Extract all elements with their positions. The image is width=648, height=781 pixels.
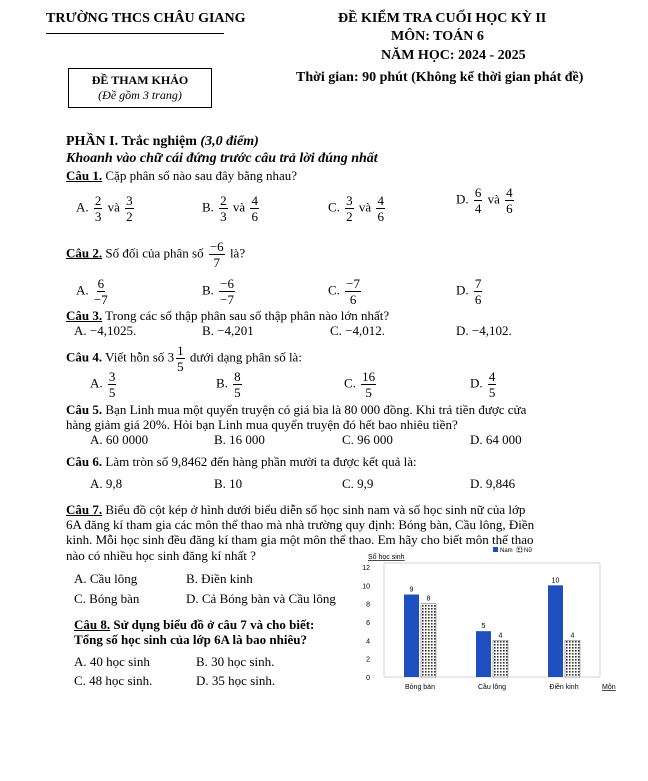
frac-den: 3 — [220, 209, 227, 224]
frac-num: 2 — [220, 193, 227, 208]
q7-option-d[interactable]: D. Cả Bóng bàn và Cầu lông — [186, 591, 336, 606]
q1-option-c[interactable] — [328, 194, 387, 223]
page-count: (Đề gồm 3 trang) — [98, 88, 182, 102]
option-letter: D. — [470, 375, 483, 391]
x-axis-label: Môn — [602, 684, 616, 691]
q3-label: Câu 3. — [66, 308, 103, 323]
q7-line1 — [66, 502, 525, 518]
bar-nu-2 — [565, 640, 580, 677]
q8-line2: Tổng số học sinh của lớp 6A là bao nhiêu? — [74, 632, 307, 647]
q5-text1: Bạn Linh mua một quyển truyện có giá bìa là 80 000 đồng. Khi trả tiền được cửa — [105, 402, 527, 417]
bar-nu-0 — [421, 604, 436, 677]
q8-option-b[interactable]: B. 30 học sinh. — [196, 654, 275, 669]
frac-num: 6 — [474, 185, 482, 200]
reference-box — [68, 68, 212, 108]
q3-option-c[interactable]: C. −4,012. — [330, 323, 386, 338]
frac-num: 1 — [177, 343, 184, 358]
frac-den: 6 — [251, 209, 258, 224]
q8-option-c[interactable]: C. 48 học sinh. — [74, 673, 153, 688]
frac-den: 6 — [474, 292, 482, 307]
q6-option-c[interactable]: C. 9,9 — [342, 476, 374, 491]
q4-option-a[interactable] — [90, 370, 118, 399]
x-tick-label: Điền kinh — [549, 684, 579, 691]
mixed-whole: 3 — [167, 349, 175, 365]
part1-points: (3,0 điểm) — [200, 134, 259, 149]
q2-label: Câu 2. — [66, 245, 103, 261]
frac-num: −6 — [220, 276, 235, 291]
frac-num: 3 — [126, 193, 133, 208]
q2-stem — [66, 240, 245, 269]
legend-label-nu: Nữ — [524, 548, 533, 554]
q1-option-a[interactable] — [76, 194, 136, 223]
data-label-nu-1: 4 — [498, 632, 503, 640]
q4-label: Câu 4. — [66, 349, 103, 365]
frac-den: 5 — [108, 385, 116, 400]
q5-option-c[interactable]: C. 96 000 — [342, 432, 393, 447]
q1-text: Cặp phân số nào sau đây bằng nhau? — [105, 168, 298, 183]
q8-text1: Sử dụng biểu đồ ở câu 7 và cho biết: — [113, 617, 315, 632]
option-letter: A. — [76, 199, 89, 215]
q6-option-d[interactable]: D. 9,846 — [470, 476, 516, 491]
legend-swatch-nam — [493, 547, 498, 552]
bar-nu-1 — [493, 640, 508, 677]
q2-option-a[interactable] — [76, 277, 110, 306]
y-tick-label: 2 — [366, 656, 370, 664]
q1-option-b[interactable] — [202, 194, 261, 223]
q8-option-d[interactable]: D. 35 học sinh. — [196, 673, 276, 688]
q2-text: Số đối của phân số — [105, 245, 204, 261]
and-word: và — [487, 191, 500, 207]
option-letter: A. — [76, 282, 89, 298]
frac-den: 2 — [346, 209, 353, 224]
q3-option-a[interactable]: A. −4,1025. — [74, 323, 137, 338]
frac-den: 7 — [213, 255, 221, 270]
q3-stem — [66, 308, 389, 324]
frac-den: 6 — [349, 292, 357, 307]
data-label-nu-2: 4 — [570, 632, 575, 640]
exam-title: ĐỀ KIỂM TRA CUỐI HỌC KỲ II — [338, 11, 547, 26]
option-letter: B. — [216, 375, 228, 391]
frac-num: 4 — [506, 185, 513, 200]
y-tick-label: 4 — [366, 638, 370, 646]
frac-den: 4 — [474, 201, 482, 216]
frac-num: −7 — [346, 276, 361, 291]
frac-num: −6 — [209, 239, 224, 254]
q1-stem — [66, 168, 297, 184]
q3-option-d[interactable]: D. −4,102. — [456, 323, 512, 338]
subject: MÔN: TOÁN 6 — [391, 29, 484, 44]
q6-text: Làm tròn số 9,8462 đến hàng phần mười ta được kết quả là: — [105, 454, 417, 469]
bar-chart — [350, 545, 620, 695]
data-label-nu-0: 8 — [426, 595, 431, 603]
frac-den: −7 — [93, 292, 108, 307]
q2-option-b[interactable] — [202, 277, 237, 306]
data-label-nam-0: 9 — [409, 586, 414, 594]
q1-label: Câu 1. — [66, 168, 103, 183]
x-tick-label: Cầu lông — [477, 684, 507, 691]
q5-label: Câu 5. — [66, 402, 103, 417]
part1-heading — [66, 134, 259, 150]
frac-den: 5 — [234, 385, 241, 400]
q6-label: Câu 6. — [66, 454, 103, 469]
q7-line3: kinh. Mỗi học sinh đều đăng kí tham gia một môn thể thao. Em hãy cho biết môn thể thao — [66, 532, 534, 547]
part1-instruction: Khoanh vào chữ cái đứng trước câu trả lời đúng nhất — [66, 151, 378, 166]
frac-den: 5 — [177, 359, 184, 374]
option-letter: B. — [202, 282, 214, 298]
q3-text: Trong các số thập phân sau số thập phân nào lớn nhất? — [105, 308, 390, 323]
q3-option-b[interactable]: B. −4,201 — [202, 323, 254, 338]
frac-num: 8 — [234, 369, 241, 384]
q5-line1 — [66, 402, 526, 418]
frac-num: 4 — [488, 369, 496, 384]
option-letter: A. — [90, 375, 103, 391]
q8-label: Câu 8. — [74, 617, 111, 632]
option-letter: B. — [202, 199, 214, 215]
y-tick-label: 8 — [366, 601, 370, 609]
option-letter: C. — [328, 282, 340, 298]
bar-nam-2 — [548, 585, 563, 677]
frac-den: 5 — [365, 385, 372, 400]
q7-line2: 6A đăng kí tham gia các môn thể thao mà nhà trường quy định: Bóng bàn, Cầu lông, Điền — [66, 517, 535, 532]
q1-option-d[interactable] — [456, 186, 516, 215]
frac-num: 4 — [377, 193, 384, 208]
frac-den: 6 — [377, 209, 384, 224]
frac-num: 4 — [251, 193, 258, 208]
school-year: NĂM HỌC: 2024 - 2025 — [381, 48, 526, 63]
q7-label: Câu 7. — [66, 502, 103, 517]
q5-option-b[interactable]: B. 16 000 — [214, 432, 265, 447]
x-tick-label: Bóng bàn — [405, 684, 435, 691]
q8-option-a[interactable]: A. 40 học sinh — [74, 654, 150, 669]
reference-label: ĐỀ THAM KHẢO — [91, 73, 189, 87]
q5-option-d[interactable]: D. 64 000 — [470, 432, 522, 447]
q6-option-b[interactable]: B. 10 — [214, 476, 243, 491]
y-tick-label: 12 — [362, 565, 370, 572]
part1-title: PHẦN I. Trắc nghiệm — [66, 134, 197, 149]
q7-text1: Biểu đồ cột kép ở hình dưới biểu diễn số học sinh nam và số học sinh nữ của lớp — [105, 502, 526, 517]
y-axis-label: Số học sinh — [368, 554, 405, 561]
school-underline — [46, 33, 224, 34]
y-tick-label: 10 — [362, 583, 370, 591]
legend-label-nam: Nam — [500, 548, 513, 554]
q4-text: Viết hỗn số — [105, 349, 165, 365]
frac-num: 6 — [97, 276, 105, 291]
q5-option-a[interactable]: A. 60 0000 — [90, 432, 149, 447]
q4-option-b[interactable] — [216, 370, 244, 399]
school-name: TRƯỜNG THCS CHÂU GIANG — [46, 11, 246, 26]
and-word: và — [232, 199, 246, 215]
q6-stem — [66, 454, 417, 470]
frac-num: 16 — [362, 369, 376, 384]
frac-den: 2 — [126, 209, 133, 224]
frac-den: −7 — [220, 292, 235, 307]
frac-den: 5 — [488, 385, 496, 400]
q5-line2: hàng giảm giá 20%. Hỏi bạn Linh mua quyển truyện đó hết bao nhiêu tiền? — [66, 417, 458, 432]
option-letter: C. — [328, 199, 340, 215]
q7-line4: nào có nhiều học sinh đăng kí nhất ? — [66, 548, 256, 563]
legend-swatch-nu — [517, 547, 522, 552]
option-letter: C. — [344, 375, 356, 391]
option-letter: D. — [456, 191, 469, 207]
q6-option-a[interactable]: A. 9,8 — [90, 476, 123, 491]
frac-num: 3 — [346, 193, 353, 208]
frac-den: 3 — [94, 209, 102, 224]
frac-num: 7 — [474, 276, 482, 291]
q4-option-c[interactable] — [344, 370, 378, 399]
option-letter: D. — [456, 282, 469, 298]
data-label-nam-1: 5 — [481, 623, 486, 631]
frac-den: 6 — [506, 201, 513, 216]
and-word: và — [358, 199, 372, 215]
bar-nam-0 — [404, 595, 419, 678]
and-word: và — [107, 199, 120, 215]
data-label-nam-2: 10 — [551, 577, 560, 585]
q7-option-a[interactable]: A. Cầu lông — [74, 571, 138, 586]
q2-option-c[interactable] — [328, 277, 363, 306]
q4-option-d[interactable] — [470, 370, 498, 399]
q8-line1 — [74, 617, 314, 633]
y-tick-label: 0 — [366, 675, 370, 682]
q2-end: là? — [229, 245, 246, 261]
frac-num: 3 — [108, 369, 116, 384]
bar-nam-1 — [476, 631, 491, 677]
exam-time: Thời gian: 90 phút (Không kể thời gian phát đề) — [296, 70, 584, 85]
q7-option-b[interactable]: B. Điền kinh — [186, 571, 253, 586]
q4-end: dưới dạng phân số là: — [189, 349, 302, 365]
q4-stem — [66, 344, 302, 373]
y-tick-label: 6 — [366, 620, 370, 627]
q2-option-d[interactable] — [456, 277, 484, 306]
frac-num: 2 — [94, 193, 102, 208]
q7-option-c[interactable]: C. Bóng bàn — [74, 591, 140, 606]
